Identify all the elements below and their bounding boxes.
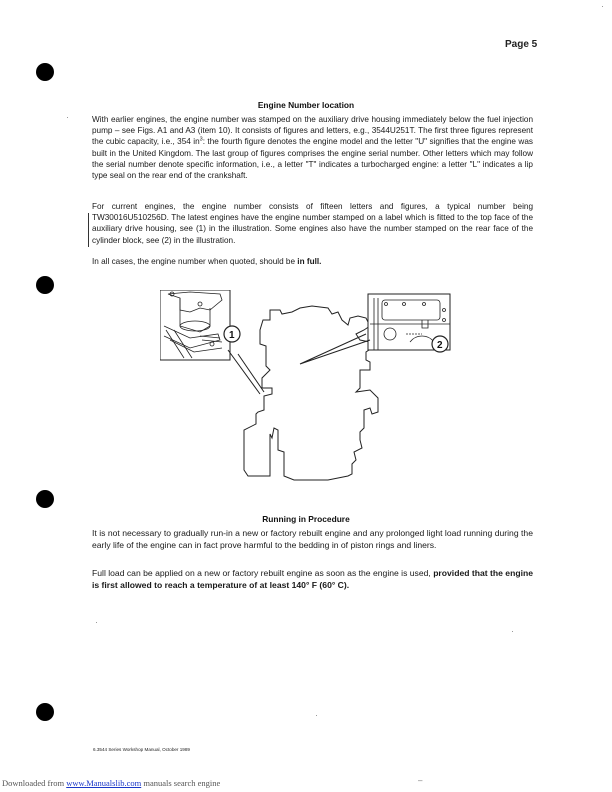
download-prefix: Downloaded from bbox=[2, 778, 67, 788]
scan-speck bbox=[67, 117, 68, 118]
footer-dash: – bbox=[418, 776, 423, 785]
scan-speck bbox=[316, 715, 317, 716]
engine-outline bbox=[244, 306, 378, 480]
punch-hole-4 bbox=[36, 703, 54, 721]
paragraph-current-engines: For current engines, the engine number consists of fifteen letters and figures, a typical number being TW30016U510256D. The latest engines have the engine number stamped on a label which is fitted to the top face of the auxiliary drive housing, see (1) in the illustration. Some engines also have the number stamped on the rear face of the cylinder block, see (2) in the illustration. bbox=[92, 202, 533, 245]
manual-title-footer: 6.3544 Series Workshop Manual, October 1989 bbox=[93, 747, 190, 752]
engine-number-illustration bbox=[160, 290, 470, 505]
paragraph-text: With earlier engines, the engine number was stamped on the auxiliary drive housing immediately below the fuel injection pump – see Figs. A1 and A3 (item 10). It consists of figures and letters, e.g., 3544U251T. The first three figures represent the cubic capacity, i.e., 354 in bbox=[92, 115, 533, 147]
manualslib-link[interactable]: www.Manualslib.com bbox=[66, 778, 142, 788]
scan-speck bbox=[96, 622, 97, 623]
section-heading-engine-number: Engine Number location bbox=[257, 100, 355, 110]
scan-speck bbox=[602, 6, 603, 7]
paragraph-full-load bbox=[92, 568, 533, 592]
paragraph-run-in: It is not necessary to gradually run-in a new or factory rebuilt engine and any prolonged light load running during the early life of the engine can in fact prove harmful to the bedding in of piston rings and liners. bbox=[92, 528, 533, 550]
callout-1-label: 1 bbox=[229, 330, 235, 341]
paragraph-text: In all cases, the engine number when quoted, should be bbox=[92, 257, 298, 266]
download-suffix: manuals search engine bbox=[141, 778, 221, 788]
punch-hole-3 bbox=[36, 490, 54, 508]
superscript: 3 bbox=[199, 136, 203, 143]
paragraph-text: Full load can be applied on a new or factory rebuilt engine as soon as the engine is used, bbox=[92, 568, 434, 578]
page-number: Page 5 bbox=[505, 39, 538, 50]
callout-2-label: 2 bbox=[437, 340, 443, 351]
section-heading-running-in: Running in Procedure bbox=[262, 514, 350, 524]
paragraph-in-all-cases bbox=[92, 256, 533, 267]
change-bar bbox=[88, 213, 89, 247]
emphasis-in-full: in full. bbox=[297, 257, 322, 266]
inset-detail-1 bbox=[160, 290, 230, 360]
paragraph-earlier-engines bbox=[92, 114, 533, 181]
emphasis-temperature: provided that the engine is first allowed to reach a temperature of at least 140° F (60° C). bbox=[92, 568, 533, 590]
scan-speck bbox=[512, 631, 513, 632]
paragraph-text-rest: : the fourth figure denotes the engine model and the letter "U" signifies that the engine was built in the United Kingdom. The last group of figures comprises the engine serial number. Other letters which may follow the serial number denote specific information, i.e., a letter "T" indicates a turbocharged engine: a letter "L" indicates a lip type seal on the rear end of the crankshaft. bbox=[92, 137, 533, 181]
download-attribution bbox=[2, 778, 220, 788]
punch-hole-1 bbox=[36, 63, 54, 81]
punch-hole-2 bbox=[36, 276, 54, 294]
